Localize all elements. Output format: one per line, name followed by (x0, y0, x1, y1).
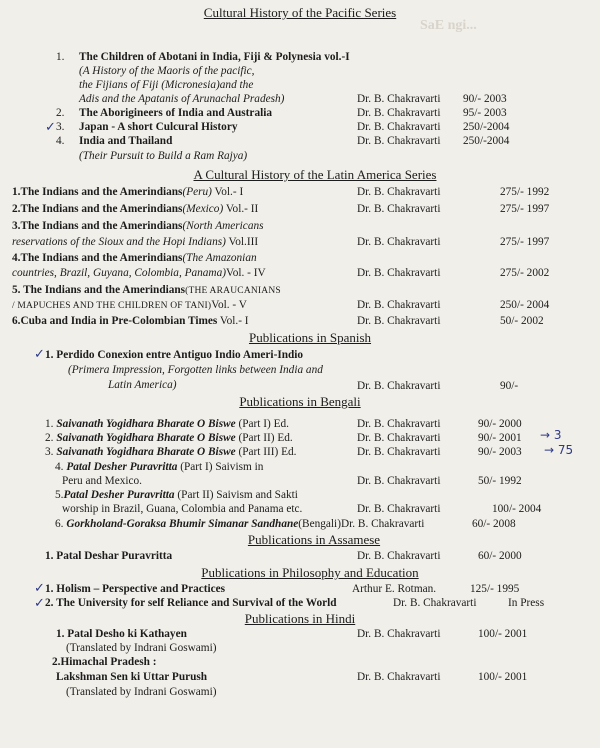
philosophy-item1-author: Arthur E. Rotman. (352, 583, 437, 595)
hindi-item1-title: 1. Patal Desho ki Kathayen (56, 628, 187, 640)
section-heading-assamese: Publications in Assamese (247, 532, 381, 547)
bengali-item4 (55, 461, 263, 474)
spanish-item1-subtitle-2: Latin America) (108, 379, 177, 391)
latin-item5-subtitle: / MAPUCHES AND THE CHILDREN OF TANI) (12, 301, 212, 311)
bengali-item2-part: (Part II) Ed. (238, 432, 293, 444)
bengali-item3-part: (Part III) Ed. (238, 446, 297, 458)
bengali-item6-author: (Bengali)Dr. B. Chakravarti (298, 518, 425, 530)
pacific-item3-title: Japan - A short Culcural History (79, 121, 238, 133)
bengali-item6-price: 60/- 2008 (472, 518, 516, 530)
bengali-item2-title: Saivanath Yogidhara Bharate O Biswe (56, 432, 236, 444)
section-heading-bengali: Publications in Bengali (239, 394, 361, 409)
latin-item5-title-caps: (THE ARAUCANIANS (185, 286, 281, 296)
bengali-item1 (45, 418, 289, 431)
latin-item3-title-line2 (12, 236, 258, 249)
bengali-item3 (45, 446, 297, 459)
latin-item3-price: 275/- 1997 (500, 236, 550, 248)
latin-item4-subtitle: countries, Brazil, Guyana, Colombia, Panama) (12, 267, 227, 279)
philosophy-item2-price: In Press (508, 597, 545, 609)
hindi-item2-translator: (Translated by Indrani Goswami) (66, 686, 217, 698)
latin-item2-volume: Vol.- II (223, 203, 259, 215)
latin-item5-title-line2 (12, 299, 247, 313)
pacific-item1-subtitle-2: the Fijians of Fiji (Micronesia)and the (79, 79, 254, 91)
bengali-item3-author: Dr. B. Chakravarti (357, 446, 441, 458)
hindi-item2-author: Dr. B. Chakravarti (357, 671, 441, 683)
latin-item3-author: Dr. B. Chakravarti (357, 236, 441, 248)
bengali-item5-line2: worship in Brazil, Guana, Colombia and Panama etc. (62, 503, 303, 515)
latin-item1-volume: Vol.- I (211, 186, 244, 198)
assamese-item1-title: 1. Patal Deshar Puravritta (45, 550, 173, 562)
assamese-item1-price: 60/- 2000 (478, 550, 522, 562)
section-heading-pacific: Cultural History of the Pacific Series (203, 5, 397, 20)
handwritten-note-3: → 3 (540, 428, 562, 442)
pacific-item3-price: 250/-2004 (463, 121, 510, 133)
bengali-item5 (55, 489, 298, 502)
spanish-item1-subtitle-1: (Primera Impression, Forgotten links between India and (68, 364, 323, 376)
bleed-through-text: SaE ngi... (420, 18, 477, 33)
latin-item6-price: 50/- 2002 (500, 315, 544, 327)
pacific-item1-price: 90/- 2003 (463, 93, 507, 105)
pacific-item4-author: Dr. B. Chakravarti (357, 135, 441, 147)
philosophy-item2-author: Dr. B. Chakravarti (393, 597, 477, 609)
latin-item3-subtitle: reservations of the Sioux and the Hopi Indians) (12, 236, 226, 248)
latin-item2-price: 275/- 1997 (500, 203, 550, 215)
assamese-item1-author: Dr. B. Chakravarti (357, 550, 441, 562)
latin-item4-title-line2 (12, 267, 266, 280)
bengali-item3-title: Saivanath Yogidhara Bharate O Biswe (56, 446, 236, 458)
handwritten-note-75: → 75 (544, 443, 574, 457)
bengali-item4-line2: Peru and Mexico. (62, 475, 142, 487)
bengali-item6 (55, 518, 424, 531)
pacific-item1-author: Dr. B. Chakravarti (357, 93, 441, 105)
pacific-item4-title: India and Thailand (79, 135, 173, 147)
spanish-item1-price: 90/- (500, 380, 519, 392)
latin-item4-title-bold: 4.The Indians and the Amerindians (12, 252, 183, 264)
bengali-item2 (45, 432, 293, 445)
bengali-item2-price: 90/- 2001 (478, 432, 522, 444)
latin-item5-volume: Vol. - V (211, 299, 247, 311)
latin-item5-title-bold: 5. The Indians and the Amerindians (12, 284, 186, 296)
latin-item3-title-line1 (12, 220, 264, 233)
hindi-item2-price: 100/- 2001 (478, 671, 528, 683)
bengali-item5-title: Patal Desher Puravritta (63, 489, 175, 501)
pacific-item3-author: Dr. B. Chakravarti (357, 121, 441, 133)
latin-item2-title (12, 203, 258, 216)
latin-item1-title-italic: (Peru) (182, 186, 212, 198)
pacific-item2-author: Dr. B. Chakravarti (357, 107, 441, 119)
bengali-item5-number: 5. (55, 489, 64, 501)
bengali-item6-number: 6. (55, 518, 64, 530)
section-heading-hindi: Publications in Hindi (244, 611, 356, 626)
pacific-item1-number: 1. (56, 51, 65, 63)
pacific-item4-number: 4. (56, 135, 65, 147)
section-heading-latin-america: A Cultural History of the Latin America Series (193, 167, 437, 182)
spanish-item1-title: 1. Perdido Conexion entre Antiguo Indio Ameri-Indio (45, 349, 304, 361)
bengali-item1-number: 1. (45, 418, 54, 430)
bengali-item2-number: 2. (45, 432, 54, 444)
latin-item6-volume: Vol.- I (217, 315, 249, 327)
pacific-item2-number: 2. (56, 107, 65, 119)
latin-item5-author: Dr. B. Chakravarti (357, 299, 441, 311)
hindi-item1-translator: (Translated by Indrani Goswami) (66, 642, 217, 654)
pacific-item3-number: 3. (56, 121, 65, 133)
bengali-item4-part: (Part I) Saivism in (180, 461, 264, 473)
bengali-item4-number: 4. (55, 461, 64, 473)
latin-item4-author: Dr. B. Chakravarti (357, 267, 441, 279)
hindi-item2-title: 2.Himachal Pradesh : (52, 656, 157, 668)
handwritten-tick-mark: ✓ (34, 581, 45, 596)
latin-item1-title (12, 186, 243, 199)
bengali-item5-part: (Part II) Saivism and Sakti (177, 489, 298, 501)
latin-item4-volume: Vol. - IV (226, 267, 266, 279)
latin-item5-price: 250/- 2004 (500, 299, 550, 311)
latin-item1-title-bold: 1.The Indians and the Amerindians (12, 186, 183, 198)
latin-item3-volume: Vol.III (225, 236, 259, 248)
pacific-item2-price: 95/- 2003 (463, 107, 507, 119)
handwritten-tick-mark: ✓ (45, 120, 56, 135)
latin-item5-title-line1 (12, 284, 281, 298)
bengali-item1-part: (Part I) Ed. (238, 418, 289, 430)
bengali-item2-author: Dr. B. Chakravarti (357, 432, 441, 444)
hindi-item1-price: 100/- 2001 (478, 628, 528, 640)
handwritten-tick-mark: ✓ (34, 596, 45, 611)
latin-item3-title-italic: (North Americans (182, 220, 264, 232)
latin-item1-price: 275/- 1992 (500, 186, 550, 198)
latin-item3-title-bold: 3.The Indians and the Amerindians (12, 220, 183, 232)
pacific-item1-subtitle-3: Adis and the Apatanis of Arunachal Pradesh) (79, 93, 285, 105)
pacific-item1-subtitle-1: (A History of the Maoris of the pacific, (79, 65, 255, 77)
bengali-item4-price: 50/- 1992 (478, 475, 522, 487)
bengali-item6-title: Gorkholand-Goraksa Bhumir Simanar Sandhane (66, 518, 299, 530)
latin-item4-title-italic: (The Amazonian (182, 252, 257, 264)
philosophy-item1-price: 125/- 1995 (470, 583, 520, 595)
latin-item6-author: Dr. B. Chakravarti (357, 315, 441, 327)
latin-item1-author: Dr. B. Chakravarti (357, 186, 441, 198)
hindi-item1-author: Dr. B. Chakravarti (357, 628, 441, 640)
hindi-item2-line2: Lakshman Sen ki Uttar Purush (56, 671, 208, 683)
bengali-item3-number: 3. (45, 446, 54, 458)
bengali-item5-price: 100/- 2004 (492, 503, 542, 515)
section-heading-philosophy: Publications in Philosophy and Education (201, 565, 419, 580)
bengali-item4-author: Dr. B. Chakravarti (357, 475, 441, 487)
latin-item4-price: 275/- 2002 (500, 267, 550, 279)
philosophy-item2-title: 2. The University for self Reliance and Survival of the World (45, 597, 337, 609)
latin-item6-title-bold: 6.Cuba and India in Pre-Colombian Times (12, 315, 218, 327)
bengali-item3-price: 90/- 2003 (478, 446, 522, 458)
bengali-item1-price: 90/- 2000 (478, 418, 522, 430)
handwritten-tick-mark: ✓ (34, 347, 45, 362)
pacific-item4-price: 250/-2004 (463, 135, 510, 147)
latin-item4-title-line1 (12, 252, 257, 265)
latin-item2-title-bold: 2.The Indians and the Amerindians (12, 203, 183, 215)
latin-item2-title-italic: (Mexico) (182, 203, 224, 215)
philosophy-item1-title: 1. Holism – Perspective and Practices (45, 583, 226, 595)
bengali-item5-author: Dr. B. Chakravarti (357, 503, 441, 515)
pacific-item4-subtitle: (Their Pursuit to Build a Ram Rajya) (79, 150, 248, 162)
bengali-item1-author: Dr. B. Chakravarti (357, 418, 441, 430)
latin-item2-author: Dr. B. Chakravarti (357, 203, 441, 215)
pacific-item1-title: The Children of Abotani in India, Fiji & Polynesia vol.-I (79, 51, 350, 63)
latin-item6-title (12, 315, 249, 328)
pacific-item2-title: The Aborigineers of India and Australia (79, 107, 273, 119)
section-heading-spanish: Publications in Spanish (248, 330, 372, 345)
bengali-item1-title: Saivanath Yogidhara Bharate O Biswe (56, 418, 236, 430)
bengali-item4-title: Patal Desher Puravritta (66, 461, 178, 473)
spanish-item1-author: Dr. B. Chakravarti (357, 380, 441, 392)
